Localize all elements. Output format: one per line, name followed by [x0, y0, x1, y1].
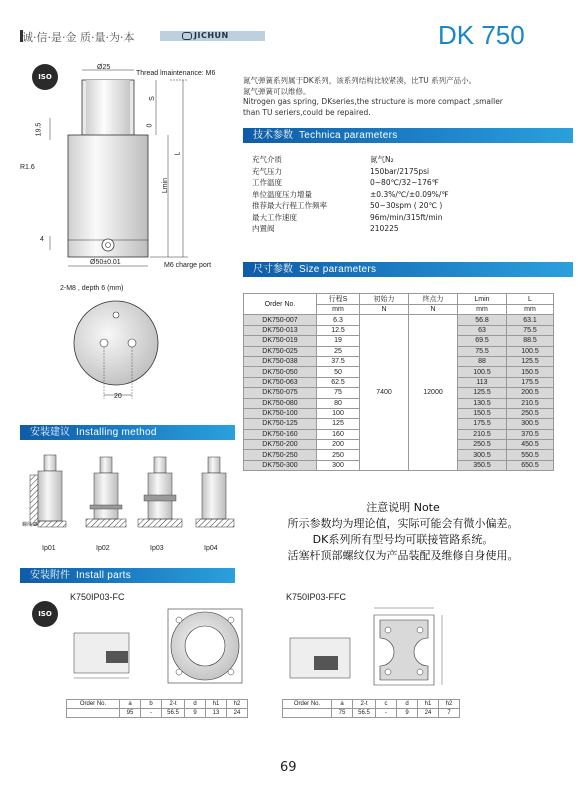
lmin-cell: 150.5: [458, 408, 507, 418]
accessory-header-cell: Order No.: [67, 700, 120, 709]
lmin-cell: 69.5: [458, 336, 507, 346]
accessory-value-cell: -: [141, 709, 162, 718]
tech-param-key: 单位温度压力增量: [252, 189, 312, 199]
install-ip04: Ip04: [204, 545, 218, 552]
brand-logo-icon: [182, 32, 192, 40]
brand-name: JICHUN: [194, 31, 229, 40]
desc-en-1: Nitrogen gas spring, DKseries,the structure is more compact ,smaller: [243, 97, 503, 106]
stroke-cell: 75: [317, 388, 360, 398]
accessory-ffc-table-wrapper: [282, 699, 460, 718]
l-cell: 150.5: [507, 367, 554, 377]
install-ip02: Ip02: [96, 545, 110, 552]
size-table-unit: mm: [507, 305, 554, 315]
model-title: DK 750: [438, 20, 525, 50]
size-table-header-row: [244, 294, 554, 305]
accessory-header-cell: a: [120, 700, 141, 709]
order-no-cell: DK750-250: [244, 450, 317, 460]
accessory-header-cell: h1: [418, 700, 439, 709]
tech-param-value: 氮气N₂: [370, 155, 394, 164]
tech-param-value: 0~80℃/32~176℉: [370, 178, 439, 187]
order-no-cell: DK750-063: [244, 377, 317, 387]
accessory-value-cell: 9: [397, 709, 418, 718]
tech-param-key: 最大工作速度: [252, 212, 297, 222]
install-ip03: Ip03: [150, 545, 164, 552]
desc-cn-2: 氮气弹簧可以维修。: [243, 86, 311, 96]
size-table-header: Order No.: [244, 294, 317, 315]
order-no-cell: DK750-160: [244, 429, 317, 439]
tech-param-key: 内置阀: [252, 224, 275, 233]
accessory-header-cell: h2: [439, 700, 460, 709]
order-no-cell: DK750-013: [244, 325, 317, 335]
order-no-cell: DK750-200: [244, 440, 317, 450]
lmin-cell: 350.5: [458, 460, 507, 470]
stroke-cell: 25: [317, 346, 360, 356]
tech-param-row: [252, 223, 449, 235]
stroke-cell: 6.3: [317, 315, 360, 325]
section-parts-cn: 安装附件: [30, 570, 70, 581]
section-tech-params: [243, 128, 573, 143]
accessory-header-cell: 2-t: [353, 700, 376, 709]
lmin-cell: 75.5: [458, 346, 507, 356]
lmin-cell: 210.5: [458, 429, 507, 439]
lmin-cell: 130.5: [458, 398, 507, 408]
accessory-ffc-drawing: [282, 600, 452, 695]
dim-19-5: 19.5: [35, 122, 43, 137]
l-cell: 650.5: [507, 460, 554, 470]
install-ip01: Ip01: [42, 545, 56, 552]
tech-param-key: 工作温度: [252, 178, 282, 187]
stroke-cell: 62.5: [317, 377, 360, 387]
accessory-ffc-table: [282, 699, 460, 718]
accessory-header-cell: h2: [227, 700, 248, 709]
dim-diameter-25: Ø25: [97, 64, 111, 71]
tech-param-value: 210225: [370, 224, 399, 233]
order-no-cell: DK750-075: [244, 388, 317, 398]
accessory-value-cell: 75: [332, 709, 353, 718]
l-cell: 75.5: [507, 325, 554, 335]
order-no-cell: DK750-080: [244, 398, 317, 408]
l-cell: 175.5: [507, 377, 554, 387]
tech-param-row: [252, 154, 449, 166]
desc-cn-1: 氮气弹簧系列属于DK系列，该系列结构比较紧凑，比TU 系列产品小。: [243, 76, 477, 85]
stroke-cell: 125: [317, 419, 360, 429]
l-cell: 450.5: [507, 440, 554, 450]
tech-param-key: 充气介质: [252, 155, 282, 164]
size-table-header: Lmin: [458, 294, 507, 305]
accessory-header-cell: h1: [206, 700, 227, 709]
section-install-parts: [20, 568, 235, 583]
accessory-fc-title: K750IP03-FC: [70, 592, 125, 602]
charge-port-label: M6 charge port: [164, 262, 212, 269]
dim-r1-6: R1.6: [20, 164, 35, 171]
size-table: [243, 293, 554, 471]
lmin-cell: 56.8: [458, 315, 507, 325]
note-block: [243, 500, 563, 564]
initial-force-cell: 7400: [360, 315, 409, 471]
size-table-header: 行程S: [317, 294, 360, 305]
size-table-row: [244, 315, 554, 325]
tech-param-row: [252, 177, 449, 189]
accessory-value-cell: 24: [418, 709, 439, 718]
order-no-cell: DK750-007: [244, 315, 317, 325]
iso-badge-text: ISO: [38, 73, 52, 81]
accessory-value-cell: 13: [206, 709, 227, 718]
lmin-cell: 175.5: [458, 419, 507, 429]
brand-logo: [182, 31, 229, 40]
stroke-cell: 12.5: [317, 325, 360, 335]
accessory-value-cell: 56.5: [353, 709, 376, 718]
stroke-cell: 200: [317, 440, 360, 450]
stroke-cell: 37.5: [317, 356, 360, 366]
section-install-cn: 安装建议: [30, 427, 70, 438]
tech-param-key: 充气压力: [252, 166, 282, 176]
accessory-value-cell: 7: [439, 709, 460, 718]
accessory-value-row: [67, 709, 248, 718]
tech-param-row: [252, 166, 449, 178]
accessory-value-cell: 95: [120, 709, 141, 718]
spring-bottom-view: [60, 295, 170, 405]
accessory-value-cell: [67, 709, 120, 718]
stroke-cell: 300: [317, 460, 360, 470]
accessory-header-row: [67, 700, 248, 709]
size-table-wrapper: [243, 293, 554, 471]
order-no-cell: DK750-038: [244, 356, 317, 366]
accessory-value-cell: -: [376, 709, 397, 718]
lmin-cell: 125.5: [458, 388, 507, 398]
desc-en-2: than TU seriers,could be repaired.: [243, 107, 371, 117]
l-cell: 550.5: [507, 450, 554, 460]
tech-param-key: 推荐最大行程工作频率: [252, 201, 327, 210]
note-line-2: DK系列所有型号均可联接管路系统。: [312, 533, 494, 546]
order-no-cell: DK750-050: [244, 367, 317, 377]
l-cell: 370.5: [507, 429, 554, 439]
accessory-ffc-title: K750IP03-FFC: [286, 592, 347, 602]
dim-zero: 0: [146, 123, 154, 128]
accessory-value-cell: 56.5: [162, 709, 185, 718]
spring-side-drawing: [20, 60, 240, 280]
dim-twenty: 20: [114, 393, 122, 400]
accessory-value-cell: 24: [227, 709, 248, 718]
tech-params-list: [252, 154, 449, 235]
size-table-unit: mm: [458, 305, 507, 315]
lmin-cell: 300.5: [458, 450, 507, 460]
size-table-header: L: [507, 294, 554, 305]
accessory-fc-table: [66, 699, 248, 718]
accessory-value-row: [283, 709, 460, 718]
section-size-cn: 尺寸参数: [253, 264, 293, 275]
accessory-value-cell: [283, 709, 332, 718]
tech-param-row: [252, 212, 449, 224]
final-force-cell: 12000: [409, 315, 458, 471]
section-install-method: [20, 425, 235, 440]
section-install-en: Installing method: [76, 427, 157, 438]
section-tech-cn: 技术参数: [253, 130, 293, 141]
size-table-header: 初始力: [360, 294, 409, 305]
page-number: 69: [280, 760, 297, 775]
order-no-cell: DK750-100: [244, 408, 317, 418]
iso-badge-text-2: ISO: [38, 610, 52, 618]
product-description: [243, 76, 573, 118]
dim-diameter-50: Ø50±0.01: [90, 259, 121, 266]
dim-l: L: [174, 151, 182, 156]
order-no-cell: DK750-300: [244, 460, 317, 470]
size-table-unit: mm: [317, 305, 360, 315]
section-size-en: Size parameters: [299, 264, 377, 275]
l-cell: 125.5: [507, 356, 554, 366]
l-cell: 210.5: [507, 398, 554, 408]
dim-stroke-s: S: [148, 96, 156, 101]
accessory-header-row: [283, 700, 460, 709]
screw-note: 2-M8 , depth 6 (mm): [60, 285, 124, 292]
section-tech-en: Technica parameters: [299, 130, 398, 141]
l-cell: 200.5: [507, 388, 554, 398]
section-parts-en: Install parts: [76, 570, 132, 581]
accessory-fc-table-wrapper: [66, 699, 248, 718]
tech-param-value: ±0.3%/℃/±0.09%/℉: [370, 189, 449, 199]
size-table-header: 终点力: [409, 294, 458, 305]
iso-badge-icon-2: [32, 601, 58, 627]
install-thread-label: 螺纹 Ø: [22, 522, 38, 528]
lmin-cell: 63: [458, 325, 507, 335]
dim-four: 4: [40, 236, 44, 243]
accessory-header-cell: Order No.: [283, 700, 332, 709]
order-no-cell: DK750-125: [244, 419, 317, 429]
order-no-cell: DK750-019: [244, 336, 317, 346]
tech-param-row: [252, 200, 449, 212]
lmin-cell: 113: [458, 377, 507, 387]
accessory-header-cell: 2-t: [162, 700, 185, 709]
accessory-header-cell: b: [141, 700, 162, 709]
size-table-unit: N: [360, 305, 409, 315]
stroke-cell: 50: [317, 367, 360, 377]
size-table-unit: N: [409, 305, 458, 315]
l-cell: 250.5: [507, 408, 554, 418]
section-size-params: [243, 262, 573, 277]
stroke-cell: 100: [317, 408, 360, 418]
install-method-drawings: [20, 445, 240, 535]
tech-param-value: 96m/min/315ft/min: [370, 212, 443, 222]
accessory-header-cell: d: [397, 700, 418, 709]
l-cell: 88.5: [507, 336, 554, 346]
stroke-cell: 80: [317, 398, 360, 408]
l-cell: 100.5: [507, 346, 554, 356]
order-no-cell: DK750-025: [244, 346, 317, 356]
l-cell: 300.5: [507, 419, 554, 429]
thread-maintenance-label: Thread lmaintenance: M6: [136, 70, 216, 77]
dim-lmin: Lmin: [162, 177, 170, 194]
tech-param-row: [252, 189, 449, 201]
accessory-header-cell: a: [332, 700, 353, 709]
accessory-fc-drawing: [66, 603, 246, 698]
accessory-header-cell: d: [185, 700, 206, 709]
stroke-cell: 250: [317, 450, 360, 460]
note-line-3: 活塞杆顶部螺纹仅为产品装配及维修自身使用。: [287, 549, 519, 562]
accessory-value-cell: 9: [185, 709, 206, 718]
stroke-cell: 160: [317, 429, 360, 439]
accessory-header-cell: c: [376, 700, 397, 709]
lmin-cell: 88: [458, 356, 507, 366]
lmin-cell: 250.5: [458, 440, 507, 450]
tech-param-value: 150bar/2175psi: [370, 166, 430, 176]
stroke-cell: 19: [317, 336, 360, 346]
lmin-cell: 100.5: [458, 367, 507, 377]
note-title: 注意说明 Note: [366, 501, 440, 514]
note-line-1: 所示参数均为理论值，实际可能会有微小偏差。: [287, 517, 519, 530]
l-cell: 63.1: [507, 315, 554, 325]
header-slogan: 诚·信·是·金 质·量·为·本: [22, 31, 135, 44]
tech-param-value: 50~30spm ( 20℃ ): [370, 201, 443, 210]
